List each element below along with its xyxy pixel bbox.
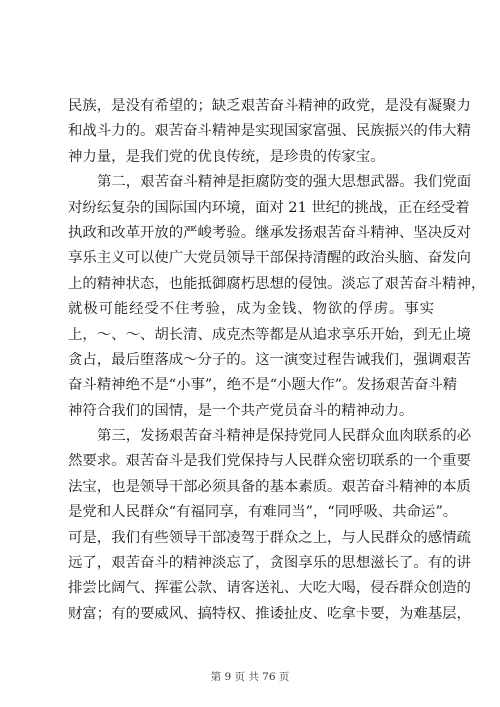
text-line: 财富；有的要威风、搞特权、推诿扯皮、吃拿卡要，为难基层， bbox=[68, 605, 471, 622]
text-line: 民族，是没有希望的；缺乏艰苦奋斗精神的政党，是没有凝聚力 bbox=[68, 98, 471, 114]
text-line: 和战斗力的。艰苦奋斗精神是实现国家富强、民族振兴的伟大精 bbox=[68, 123, 471, 140]
text-line: 神力量，是我们党的优良传统，是珍贵的传家宝。 bbox=[68, 148, 385, 165]
text-line: 第二，艰苦奋斗精神是拒腐防变的强大思想武器。我们党面 bbox=[97, 174, 472, 191]
text-line: 可是，我们有些领导干部凌驾于群众之上，与人民群众的感情疏 bbox=[68, 529, 471, 546]
page-footer bbox=[0, 670, 500, 684]
text-line: 贪占，最后堕落成～分子的。这一演变过程告诫我们，强调艰苦 bbox=[68, 351, 471, 368]
text-line: 排尝比阔气、挥霍公款、请客送礼、大吃大喝，侵吞群众创造的 bbox=[68, 580, 471, 597]
text-line: 神符合我们的国情，是一个共产党员奋斗的精神动力。 bbox=[68, 402, 414, 419]
text-line: 对纷纭复杂的国际国内环境，面对 21 世纪的挑战，正在经受着 bbox=[68, 199, 470, 216]
body-text bbox=[68, 94, 486, 627]
text-line: 奋斗精神绝不是“小事”，绝不是“小题大作”。发扬艰苦奋斗精 bbox=[68, 377, 458, 394]
text-line: 第三，发扬艰苦奋斗精神是保持党同人民群众血肉联系的必 bbox=[97, 428, 472, 445]
text-line: 远了，艰苦奋斗的精神淡忘了，贪图享乐的思想滋长了。有的讲 bbox=[68, 555, 471, 572]
text-line: 就极可能经受不住考验，成为金钱、物欲的俘虏。事实 bbox=[68, 301, 434, 318]
text-line: 执政和改革开放的严峻考验。继承发扬艰苦奋斗精神、坚决反对 bbox=[68, 224, 471, 241]
text-line: 是党和人民群众“有福同享，有难同当”，“同呼吸、共命运”。 bbox=[68, 504, 458, 521]
text-line: 上的精神状态，也能抵御腐朽思想的侵蚀。淡忘了艰苦奋斗精神， bbox=[68, 275, 486, 292]
text-line: 然要求。艰苦奋斗是我们党保持与人民群众密切联系的一个重要 bbox=[68, 453, 471, 470]
page-number: 第 9 页 共 76 页 bbox=[210, 671, 290, 683]
text-line: 享乐主义可以使广大党员领导干部保持清醒的政治头脑、奋发向 bbox=[68, 250, 471, 267]
text-line: 法宝，也是领导干部必须具备的基本素质。艰苦奋斗精神的本质 bbox=[68, 478, 471, 495]
text-line: 上，～、～、胡长清、成克杰等都是从追求享乐开始，到无止境 bbox=[68, 326, 471, 343]
